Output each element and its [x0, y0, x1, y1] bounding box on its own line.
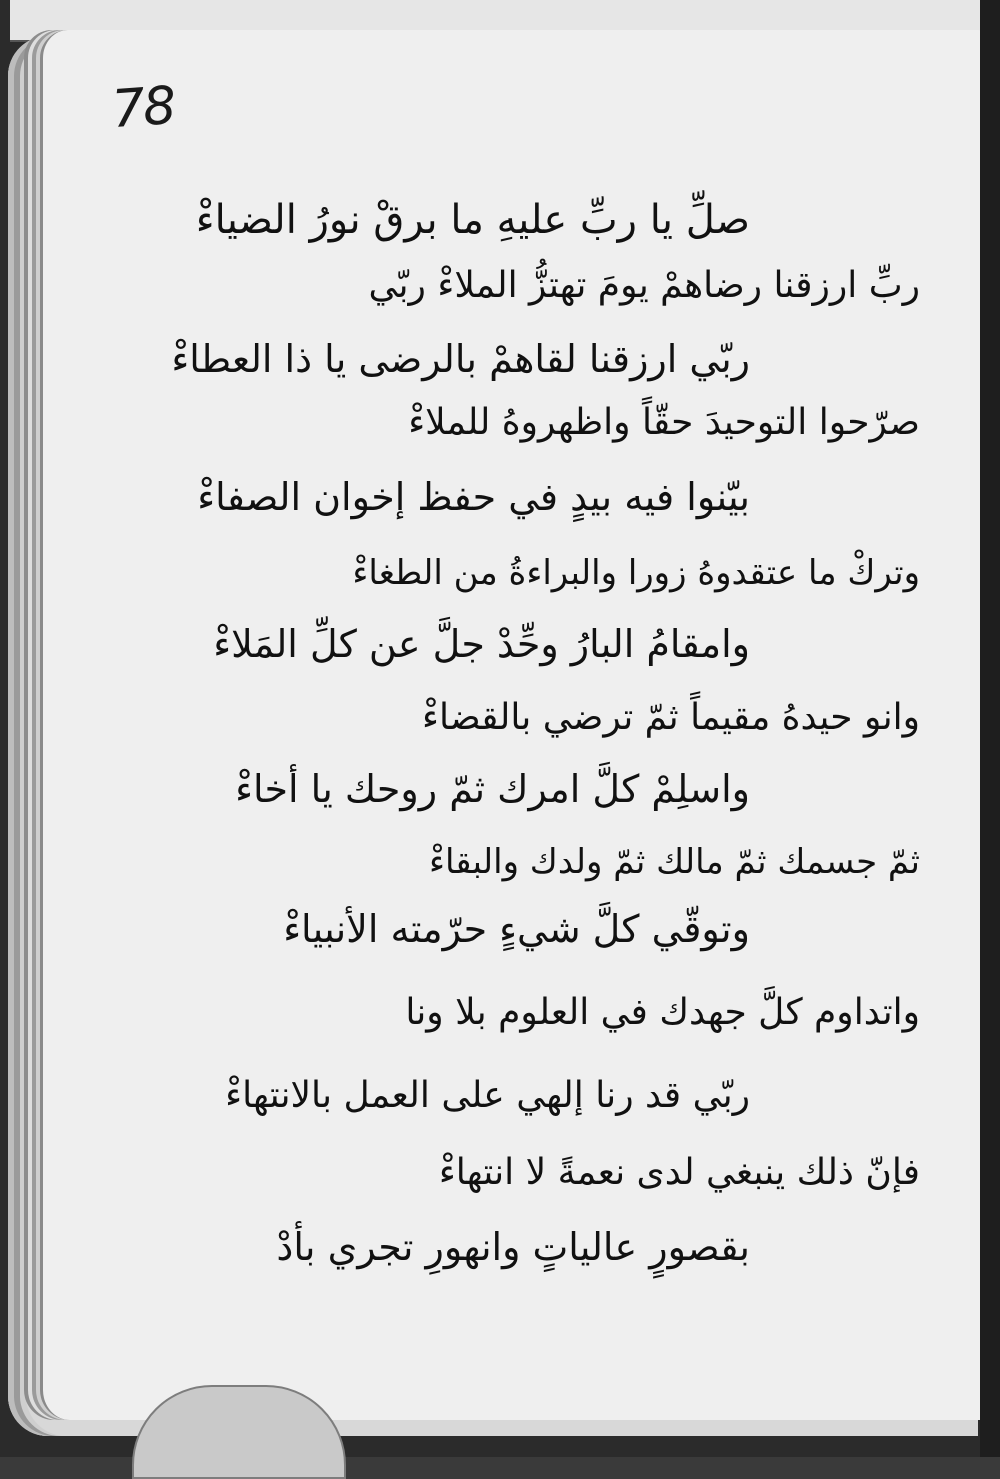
verse-line: ثمّ جسمك ثمّ مالك ثمّ ولدك والبقاءْ [428, 842, 920, 882]
verse-line: وتركْ ما عتقدوهُ زورا والبراءةُ من الطغاءْ [352, 553, 920, 593]
verse-line: صلِّ يا ربِّ عليهِ ما برقْ نورُ الضياءْ [195, 197, 750, 243]
verse-line: واتداوم كلَّ جهدك في العلوم بلا ونا [405, 992, 920, 1033]
verse-line: وتوقّي كلَّ شيءٍ حرّمته الأنبياءْ [283, 907, 750, 951]
verse-line: ربّي ارزقنا لقاهمْ بالرضى يا ذا العطاءْ [171, 337, 750, 381]
verse-line: صرّحوا التوحيدَ حقّاً واظهروهُ للملاءْ [408, 402, 920, 443]
verse-line: وامقامُ البارُ وحِّدْ جلَّ عن كلِّ المَلاءْ [213, 622, 750, 666]
verse-line: بقصورٍ عالياتٍ وانهورِ تجري بأدْ [276, 1225, 750, 1269]
page-right-shadow [980, 0, 1000, 1457]
verse-line: ربِّ ارزقنا رضاهمْ يومَ تهتزُّ الملاءْ ربّي [368, 265, 920, 306]
verse-line: واسلِمْ كلَّ امرك ثمّ روحك يا أخاءْ [235, 767, 750, 811]
verse-line: فإنّ ذلك ينبغي لدى نعمةً لا انتهاءْ [438, 1152, 920, 1193]
verse-line: بيّنوا فيه بيدٍ في حفظ إخوان الصفاءْ [197, 475, 750, 519]
page-number: 78 [109, 75, 177, 141]
verse-line: ربّي قد رنا إلهي على العمل بالانتهاءْ [225, 1075, 750, 1116]
verse-line: وانو حيدهُ مقيماً ثمّ ترضي بالقضاءْ [422, 697, 920, 738]
